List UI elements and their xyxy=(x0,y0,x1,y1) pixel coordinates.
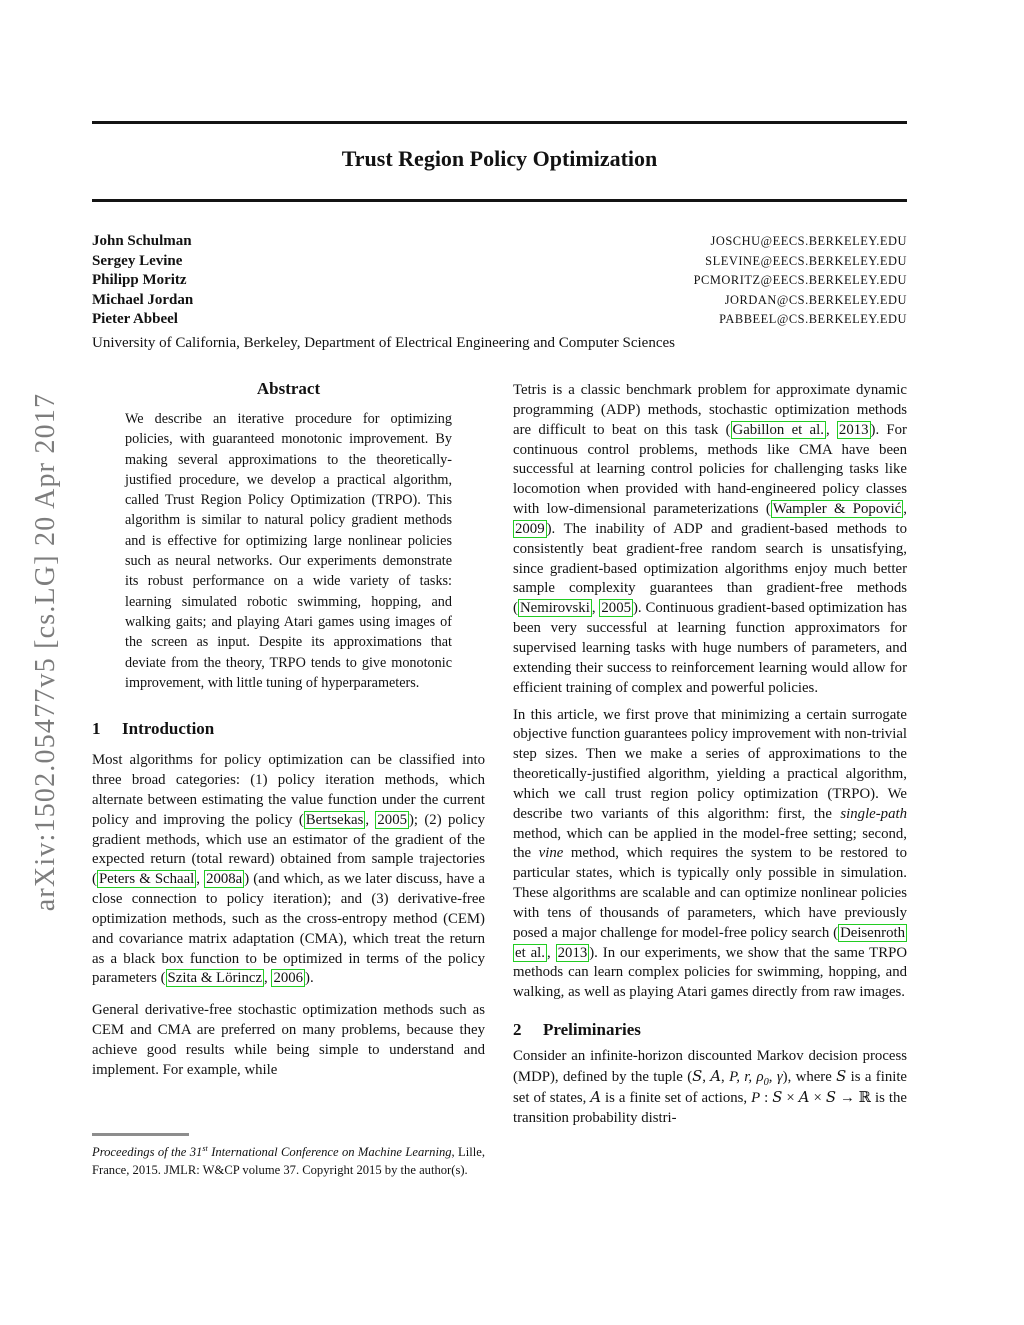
author-row xyxy=(92,253,907,273)
author-row xyxy=(92,272,907,292)
author-block xyxy=(92,233,907,352)
section-number: 2 xyxy=(513,1020,522,1040)
text-segment: , Lille, France, 2015. JMLR: W&CP volume 37. Copyright 2015 by the author(s). xyxy=(92,1145,485,1178)
text-segment: , xyxy=(903,501,907,518)
text-segment: ), where xyxy=(782,1069,837,1085)
text-segment: , xyxy=(591,600,600,617)
arxiv-watermark-label: arXiv:1502.05477v5 [cs.LG] 20 Apr 2017 xyxy=(30,392,61,912)
citation-link[interactable]: 2005 xyxy=(601,600,631,617)
text-segment: method, which can be applied in the model-free setting; second, the xyxy=(513,825,907,862)
abstract-heading: Abstract xyxy=(256,379,321,398)
text-segment: A xyxy=(710,1068,722,1085)
text-segment: ). The inability of ADP and gradient-based methods to consistently beat gradient-free random search is unsatisfying, since gradient-based optimization algorithms enjoy much better sample complexity guarantees than gradient-free methods ( xyxy=(513,520,907,617)
citation-link[interactable]: Nemirovski xyxy=(519,600,590,617)
author-row xyxy=(92,233,907,253)
text-segment: → ℝ is the transition probability distri- xyxy=(513,1089,908,1126)
text-segment: : xyxy=(760,1089,773,1106)
title-rule-bottom xyxy=(92,199,907,202)
citation-link[interactable]: 2013 xyxy=(557,944,588,961)
footnote-text xyxy=(92,1143,485,1179)
text-segment: , xyxy=(547,944,556,961)
text-segment: , xyxy=(264,970,272,987)
text-segment: Tetris is a classic benchmark problem for approximate dynamic programming (ADP) methods, stochastic optimization methods are difficult to beat on this task ( xyxy=(513,382,907,438)
paper-title: Trust Region Policy Optimization xyxy=(341,146,658,171)
text-segment: , xyxy=(365,811,376,828)
text-segment: × xyxy=(809,1089,826,1106)
citation-link[interactable]: 2009 xyxy=(515,520,545,537)
citation-link[interactable]: Bertsekas xyxy=(305,811,364,828)
text-segment: vine xyxy=(538,845,564,862)
text-segment: S xyxy=(825,1088,836,1106)
section-title: Preliminaries xyxy=(543,1020,641,1040)
citation-link[interactable]: Deisenroth et al. xyxy=(515,924,905,961)
text-segment: A xyxy=(798,1088,810,1106)
citation-link[interactable]: 2013 xyxy=(838,421,869,438)
text-segment: ). In our experiments, we show that the same TRPO methods can learn complex policies for swimming, hopping, and walking, as well as playing Atari games directly from raw images. xyxy=(513,944,908,1001)
author-email: PCMORITZ@EECS.BERKELEY.EDU xyxy=(693,273,907,288)
footnote-rule xyxy=(92,1133,189,1136)
author-name: Philipp Moritz xyxy=(92,272,187,289)
author-name: Michael Jordan xyxy=(92,291,194,308)
title-rule-top xyxy=(92,121,907,124)
text-segment: S xyxy=(772,1088,783,1106)
author-email: JOSCHU@EECS.BERKELEY.EDU xyxy=(710,234,907,248)
right-paragraph-1 xyxy=(513,381,907,699)
text-segment: ). xyxy=(305,970,314,987)
text-segment: P, r, ρ xyxy=(729,1069,764,1085)
affiliation: University of California, Berkeley, Department of Electrical Engineering and Computer Sciences xyxy=(92,334,675,351)
text-segment: , γ xyxy=(768,1069,783,1085)
citation-link[interactable]: Wampler & Popović xyxy=(772,501,902,518)
text-segment: Proceedings of the 31 xyxy=(92,1145,203,1159)
text-segment: is a finite set of states, xyxy=(513,1069,908,1106)
text-segment: is a finite set of actions, xyxy=(601,1089,752,1106)
text-segment: , xyxy=(196,871,205,888)
text-segment: S xyxy=(836,1068,847,1085)
preliminaries-paragraph-1 xyxy=(513,1047,907,1128)
text-segment: st xyxy=(202,1143,208,1153)
text-segment: ) (and which, as we later discuss, have a close connection to policy iteration); and (3) derivative-free optimization methods, such as the cross-entropy method (CEM) and covariance matrix adaptation (CMA), which treat the return as a black box function to be optimized in terms of the policy parameters ( xyxy=(92,871,485,987)
text-segment: , xyxy=(721,1069,730,1085)
text-segment: ). Continuous gradient-based optimization has been very successful at learning function approximators for supervised learning tasks with huge numbers of parameters, and extending their success to reinforcement learning would allow for efficient training of complex and powerful policies. xyxy=(513,600,908,696)
section-title: Introduction xyxy=(122,719,215,739)
citation-link[interactable]: 2005 xyxy=(377,811,407,828)
text-segment: ). For continuous control problems, methods like CMA have been successful at learning control policies for challenging tasks like locomotion when provided with hand-engineered policy classes with low-dimensional parameterizations ( xyxy=(513,421,907,518)
author-name: John Schulman xyxy=(92,233,192,249)
text-segment: Consider an infinite-horizon discounted Markov decision process (MDP), defined by the tuple ( xyxy=(513,1048,907,1085)
citation-link[interactable]: Szita & Lörincz xyxy=(167,970,263,987)
author-row xyxy=(92,311,907,331)
text-segment: In this article, we first prove that minimizing a certain surrogate objective function guarantees policy improvement with non-trivial step sizes. Then we make a series of approximations to the theoretically-justified algorithm, yielding a practical algorithm, which we call trust region policy optimization (TRPO). We describe two variants of this algorithm: first, the xyxy=(513,706,907,822)
author-name: Pieter Abbeel xyxy=(92,311,178,328)
footnote xyxy=(92,1133,485,1179)
text-segment: S xyxy=(692,1068,703,1085)
text-segment: single-path xyxy=(840,805,907,822)
text-segment: ); (2) policy gradient methods, which use an estimator of the gradient of the expected return (total reward) obtained from sample trajectories ( xyxy=(92,811,485,888)
text-segment: General derivative-free stochastic optimization methods such as CEM and CMA are preferred on many problems, because they achieve good results while being simple to understand and implement. For example, while xyxy=(92,1002,485,1078)
right-column xyxy=(513,381,907,1129)
text-segment: Most algorithms for policy optimization can be classified into three broad categories: (1) policy iteration methods, which alternate between estimating the value function under the current policy and improving the policy ( xyxy=(92,752,485,828)
author-email: PABBEEL@CS.BERKELEY.EDU xyxy=(719,312,907,327)
section-number: 1 xyxy=(92,719,101,739)
intro-paragraph-2 xyxy=(92,1001,485,1080)
citation-link[interactable]: 2008a xyxy=(206,871,243,888)
text-segment: International Conference on Machine Learning xyxy=(207,1145,452,1159)
text-segment: , xyxy=(825,421,837,438)
author-name: Sergey Levine xyxy=(92,252,183,269)
citation-link[interactable]: 2006 xyxy=(273,970,304,987)
intro-paragraph-1 xyxy=(92,751,485,989)
author-email: SLEVINE@EECS.BERKELEY.EDU xyxy=(705,253,907,268)
citation-link[interactable]: Gabillon et al. xyxy=(732,421,824,438)
text-segment: 0 xyxy=(763,1076,769,1088)
section-heading-preliminaries xyxy=(513,1020,907,1040)
author-list xyxy=(92,233,907,331)
author-email: JORDAN@CS.BERKELEY.EDU xyxy=(724,292,907,307)
text-segment: A xyxy=(590,1088,602,1106)
citation-link[interactable]: Peters & Schaal xyxy=(98,871,195,888)
left-column xyxy=(92,379,485,1081)
text-segment: P xyxy=(751,1089,761,1106)
right-paragraph-2 xyxy=(513,706,907,1004)
text-segment: , xyxy=(702,1069,711,1085)
abstract-text: We describe an iterative procedure for optimizing policies, with guaranteed monotonic improvement. By making several approximations to the theoretically-justified procedure, we develop a practical algorithm, called Trust Region Policy Optimization (TRPO). This algorithm is similar to natural policy gradient methods and is effective for optimizing large nonlinear policies such as neural networks. Our experiments demonstrate its robust performance on a wide variety of tasks: learning simulated robotic swimming, hopping, and walking gaits; and playing Atari games using images of the screen as input. Despite its approximations that deviate from the theory, TRPO tends to give monotonic improvement, with little tuning of hyperparameters. xyxy=(125,411,452,691)
text-segment: × xyxy=(782,1089,799,1106)
section-heading-introduction xyxy=(92,719,485,739)
text-segment: method, which requires the system to be restored to particular states, which is typically only possible in simulation. These algorithms are scalable and can optimize nonlinear policies with tens of thousands of parameters, which have previously posed a major challenge for model-free policy search ( xyxy=(513,845,908,941)
author-row xyxy=(92,292,907,312)
